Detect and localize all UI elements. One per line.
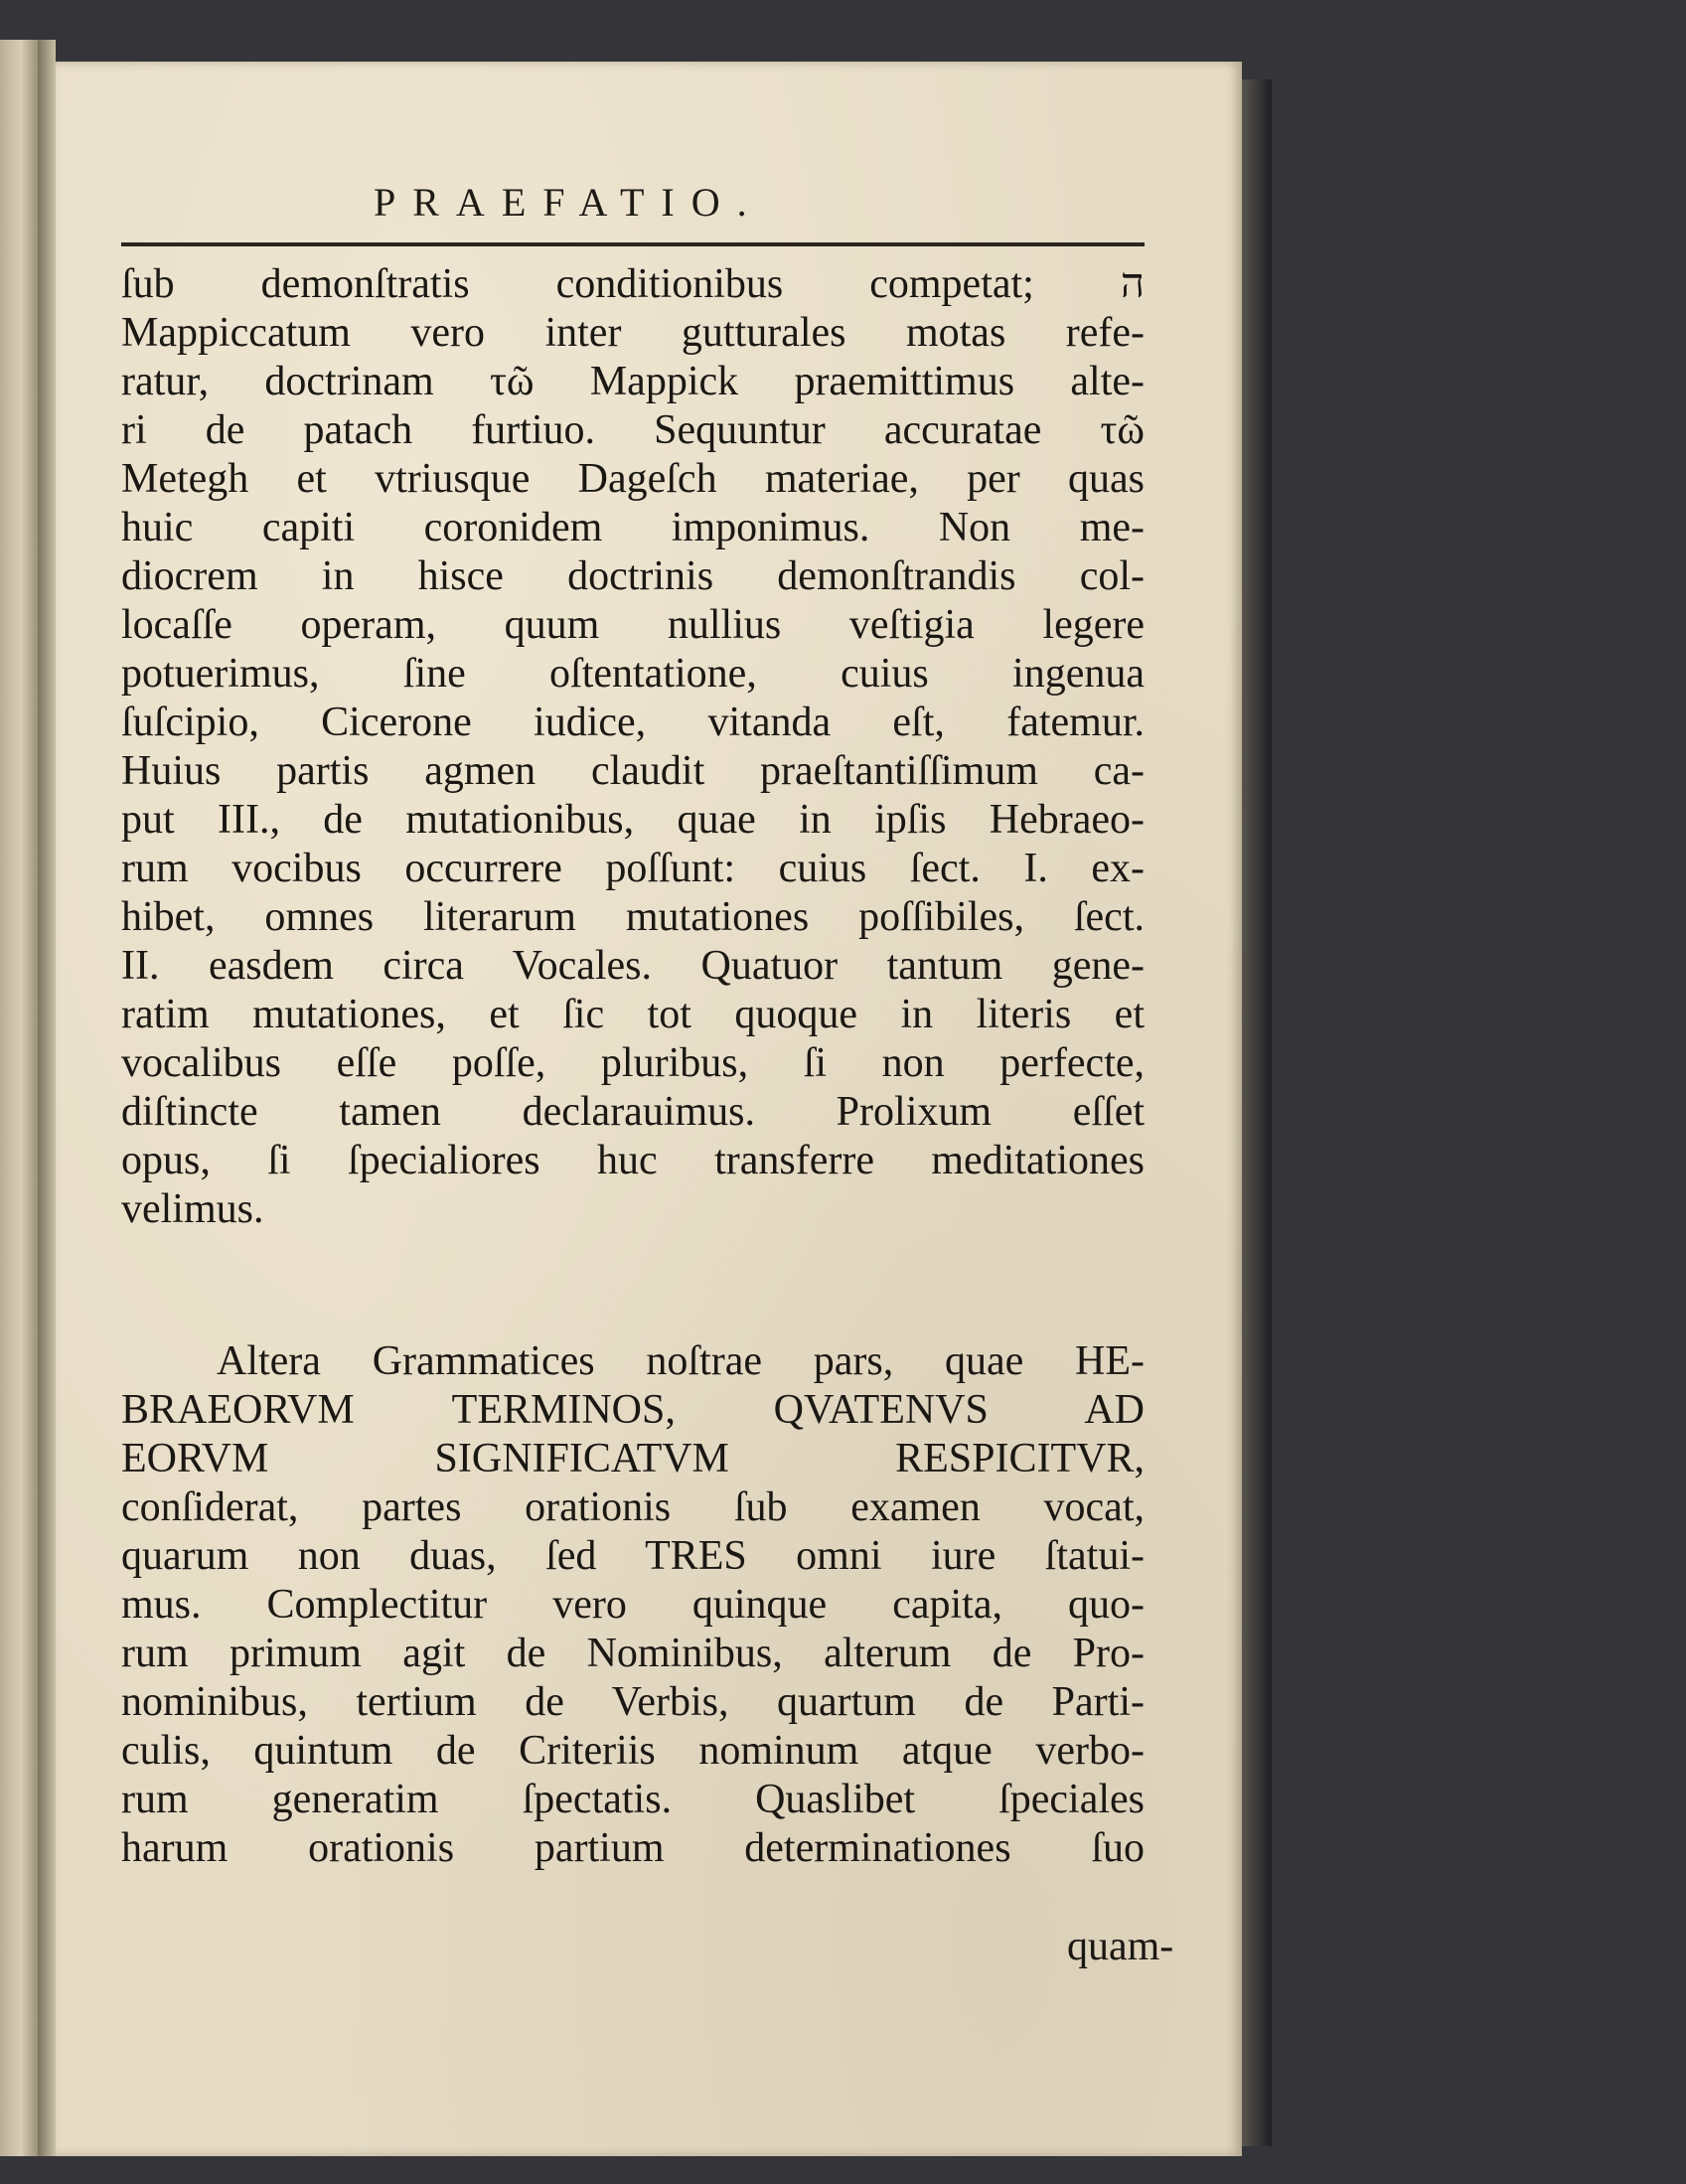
paragraph-2 — [121, 1337, 1145, 1873]
text-line: potuerimus, ſine oſtentatione, cuius ingenua — [121, 651, 1145, 697]
text-line: diſtincte tamen declarauimus. Prolixum eſſet — [121, 1089, 1145, 1135]
left-page-edge — [0, 40, 40, 2156]
spine-shadow — [38, 40, 56, 2156]
text-line: diocrem in hisce doctrinis demonſtrandis col- — [121, 553, 1145, 599]
text-line: ri de patach furtiuo. Sequuntur accuratae τῶ — [121, 407, 1145, 453]
text-line: culis, quintum de Criteriis nominum atque verbo- — [121, 1728, 1145, 1774]
text-line: locaſſe operam, quum nullius veſtigia legere — [121, 602, 1145, 648]
text-line: velimus. — [121, 1186, 264, 1232]
text-line: harum orationis partium determinationes ſuo — [121, 1825, 1145, 1871]
text-line: mus. Complectitur vero quinque capita, quo- — [121, 1582, 1145, 1628]
text-line: rum vocibus occurrere poſſunt: cuius ſect. I. ex- — [121, 846, 1145, 891]
header-rule — [121, 242, 1145, 246]
text-line: ratur, doctrinam τῶ Mappick praemittimus alte- — [121, 359, 1145, 404]
text-line: II. easdem circa Vocales. Quatuor tantum gene- — [121, 943, 1145, 989]
page-edge-right — [1242, 79, 1272, 2146]
text-line: nominibus, tertium de Verbis, quartum de Parti- — [121, 1679, 1145, 1725]
text-line: ratim mutationes, et ſic tot quoque in literis et — [121, 992, 1145, 1037]
text-line: hibet, omnes literarum mutationes poſſibiles, ſect. — [121, 894, 1145, 940]
text-line: quarum non duas, ſed TRES omni iure ſtatui- — [121, 1533, 1145, 1579]
text-line: Mappiccatum vero inter gutturales motas refe- — [121, 310, 1145, 356]
text-line: rum primum agit de Nominibus, alterum de Pro- — [121, 1631, 1145, 1676]
text-line: Altera Grammatices noſtrae pars, quae HE- — [217, 1338, 1145, 1384]
text-line: rum generatim ſpectatis. Quaslibet ſpeciales — [121, 1777, 1145, 1822]
page-header: PRAEFATIO. — [374, 180, 764, 225]
text-line: vocalibus eſſe poſſe, pluribus, ſi non perfecte, — [121, 1040, 1145, 1086]
text-line: ſuſcipio, Cicerone iudice, vitanda eſt, fatemur. — [121, 700, 1145, 745]
text-line: Huius partis agmen claudit praeſtantiſſimum ca- — [121, 748, 1145, 794]
text-line: opus, ſi ſpecialiores huc transferre meditationes — [121, 1138, 1145, 1183]
paragraph-1 — [121, 260, 1145, 1234]
text-line: ſub demonſtratis conditionibus competat; ה — [121, 261, 1145, 307]
text-line: huic capiti coronidem imponimus. Non me- — [121, 505, 1145, 550]
text-line: conſiderat, partes orationis ſub examen vocat, — [121, 1484, 1145, 1530]
text-line: EORVM SIGNIFICATVM RESPICITVR, — [121, 1436, 1145, 1482]
text-line: put III., de mutationibus, quae in ipſis Hebraeo- — [121, 797, 1145, 843]
catchword: quam- — [1067, 1924, 1174, 1969]
text-line: BRAEORVM TERMINOS, QVATENVS AD — [121, 1387, 1145, 1433]
text-line: Metegh et vtriusque Dageſch materiae, per quas — [121, 456, 1145, 502]
